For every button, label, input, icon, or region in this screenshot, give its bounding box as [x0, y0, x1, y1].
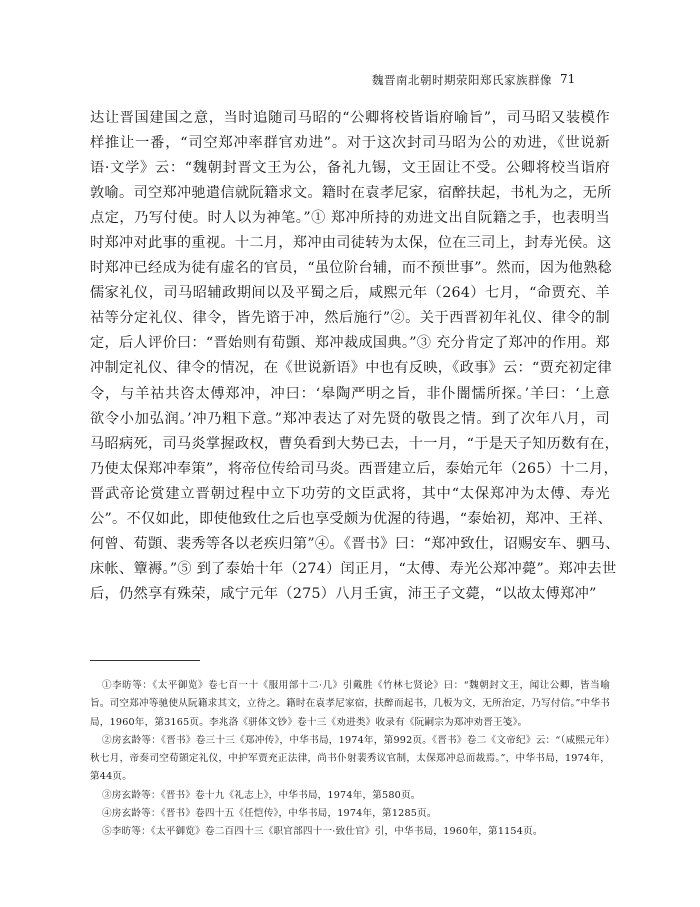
text-line: 点定，乃写付使。时人以为神笔。”① 郑冲所持的劝进文出自阮籍之手，也表明当 — [90, 210, 610, 227]
text-line: 乃使太保郑冲奉策”，将帝位传给司马炎。西晋建立后，泰始元年（265）十二月， — [90, 460, 619, 477]
text-line: 晋武帝论赏建立晋朝过程中立下功劳的文臣武将，其中“太保郑冲为太傅、寿光 — [90, 485, 610, 502]
main-text — [90, 106, 620, 607]
text-line: 公”。不仅如此，即使他致仕之后也享受颇为优渥的待遇，“泰始初，郑冲、王祥、 — [90, 510, 613, 527]
text-line: 令，与羊祜共咨太傅郑冲，冲曰：‘皋陶严明之旨，非仆闇懦所探。’羊曰：‘上意 — [90, 385, 610, 402]
text-line: 语·文学》云：“魏朝封晋文王为公，备礼九锡，文王固让不受。公卿将校当诣府 — [90, 160, 610, 177]
text-line: 儒家礼仪，司马昭辅政期间以及平蜀之后，咸熙元年（264）七月，“命贾充、羊 — [90, 285, 610, 302]
text-line: 敦喻。司空郑冲驰遣信就阮籍求文。籍时在袁孝尼家，宿醉扶起，书札为之，无所 — [90, 185, 612, 202]
text-line: 欲令小加弘润。’冲乃粗下意。”郑冲表达了对先贤的敬畏之情。到了次年八月，司 — [90, 410, 610, 427]
text-line: 马昭病死，司马炎掌握政权，曹奂看到大势已去，十一月，“于是天子知历数有在， — [90, 435, 620, 452]
footnote-2: ②房玄龄等：《晋书》卷三十三《郑冲传》，中华书局，1974年，第992页。《晋书》卷二《文帝纪》云：“（咸熙元年）秋七月，帝奏司空荀顗定礼仪，中护军贾充正法律，尚书仆射裴秀议官制，太保郑冲总而裁焉。”，中华书局，1974年，第44页。 — [90, 734, 610, 783]
footnote-3: ③房玄龄等：《晋书》卷十九《礼志上》，中华书局，1974年，第580页。 — [102, 789, 421, 801]
text-line: 时郑冲对此事的重视。十二月，郑冲由司徒转为太保，位在三司上，封寿光侯。这 — [90, 235, 612, 252]
text-line: 样推让一番，“司空郑冲率群官劝进”。对于这次封司马昭为公的劝进，《世说新 — [90, 135, 610, 152]
footnote-5: ⑤李昉等：《太平御览》卷二百四十三《职官部四十一·致仕官》引，中华书局，1960年，第1154页。 — [102, 826, 543, 838]
text-line: 定，后人评价曰：“晋始则有荀顗、郑冲裁成国典。”③ 充分肯定了郑冲的作用。郑 — [90, 335, 610, 352]
text-line: 祜等分定礼仪、律令，皆先谘于冲，然后施行”②。关于西晋初年礼仪、律令的制 — [90, 310, 610, 327]
running-title: 魏晋南北朝时期荥阳郑氏家族群像 — [372, 73, 552, 87]
text-line: 冲制定礼仪、律令的情况，在《世说新语》中也有反映，《政事》云：“贾充初定律 — [90, 360, 613, 377]
text-line: 后，仍然享有殊荣，咸宁元年（275）八月壬寅，沛王子文薨，“以故太傅郑冲” — [90, 585, 597, 602]
page-number: 71 — [560, 72, 576, 86]
text-line: 何曾、荀顗、裴秀等各以老疾归第”④。《晋书》曰：“郑冲致仕，诏赐安车、驷马、 — [90, 535, 620, 552]
text-line: 时郑冲已经成为徒有虚名的官员，“虽位阶台辅，而不预世事”。然而，因为他熟稔 — [90, 260, 613, 277]
text-line: 达让晋国建国之意，当时追随司马昭的“公卿将校皆诣府喻旨”，司马昭又装模作 — [90, 110, 610, 126]
footnote-1: ①李昉等：《太平御览》卷七百一十《服用部十二·几》引戴胜《竹林七贤论》曰：“魏朝封文王，闻让公卿，皆当喻旨。司空郑冲等驰使从阮籍求其文，立待之。籍时在袁孝尼家宿，扶醉而起书，几板为文，无所治定，乃写付信。”中华书局，1960年，第3165页。李兆洛《骈体文钞》卷十三《劝进类》收录有《阮嗣宗为郑冲劝晋王笺》。 — [90, 680, 610, 728]
text-line: 床帐、簟褥。”⑤ 到了泰始十年（274）闰正月，“太傅、寿光公郑冲薨”。郑冲去世 — [90, 560, 617, 577]
footnote-divider — [90, 660, 200, 661]
footnote-4: ④房玄龄等：《晋书》卷四十五《任恺传》，中华书局，1974年，第1285页。 — [102, 808, 437, 820]
footnotes — [90, 677, 610, 842]
